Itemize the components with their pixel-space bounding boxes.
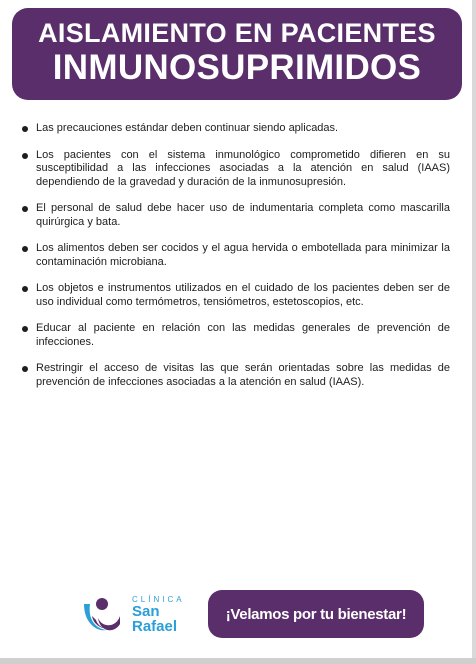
bullet-icon — [22, 326, 28, 332]
logo-san-text: San — [132, 603, 160, 620]
slogan-banner: ¡Velamos por tu bienestar! — [208, 590, 424, 638]
clinic-logo — [80, 590, 200, 640]
bullet-icon — [22, 153, 28, 159]
page-edge-bottom — [0, 658, 476, 664]
title-line-1: AISLAMIENTO EN PACIENTES — [38, 18, 436, 48]
page-edge-right — [472, 0, 476, 664]
list-item-text: El personal de salud debe hacer uso de indumentaria completa como mascarilla quirúrgica y bata. — [36, 202, 450, 228]
list-item — [22, 362, 450, 389]
list-item — [22, 242, 450, 269]
list-item-text: Las precauciones estándar deben continuar siendo aplicadas. — [36, 122, 339, 134]
list-item-text: Los pacientes con el sistema inmunológico comprometido difieren en su susceptibilidad a las infecciones asociadas a la atención en salud (IAAS) dependiendo de la gravedad y duración de la inmunosupresión. — [36, 148, 450, 188]
precautions-list — [22, 122, 450, 402]
title-banner — [12, 8, 462, 100]
list-item-text: Los objetos e instrumentos utilizados en el cuidado de los pacientes deben ser de uso individual como termómetros, tensiómetros, estetoscopios, etc. — [36, 282, 450, 308]
bullet-icon — [22, 366, 28, 372]
list-item — [22, 122, 450, 136]
bullet-icon — [22, 126, 28, 132]
list-item-text: Educar al paciente en relación con las medidas generales de prevención de infecciones. — [36, 322, 450, 348]
list-item-text: Restringir el acceso de visitas las que serán orientadas sobre las medidas de prevención de infecciones asociadas a la atención en salud (IAAS). — [36, 362, 450, 388]
logo-rafael-text: Rafael — [132, 618, 178, 635]
list-item — [22, 149, 450, 190]
list-item — [22, 322, 450, 349]
logo-clinica-text: CLÍNICA — [132, 595, 185, 604]
list-item — [22, 202, 450, 229]
clinic-logo-icon — [80, 594, 124, 636]
list-item — [22, 282, 450, 309]
title-line-2: INMUNOSUPRIMIDOS — [52, 48, 422, 87]
list-item-text: Los alimentos deben ser cocidos y el agua hervida o embotellada para minimizar la contaminación microbiana. — [36, 242, 450, 268]
bullet-icon — [22, 286, 28, 292]
bullet-icon — [22, 246, 28, 252]
bullet-icon — [22, 206, 28, 212]
